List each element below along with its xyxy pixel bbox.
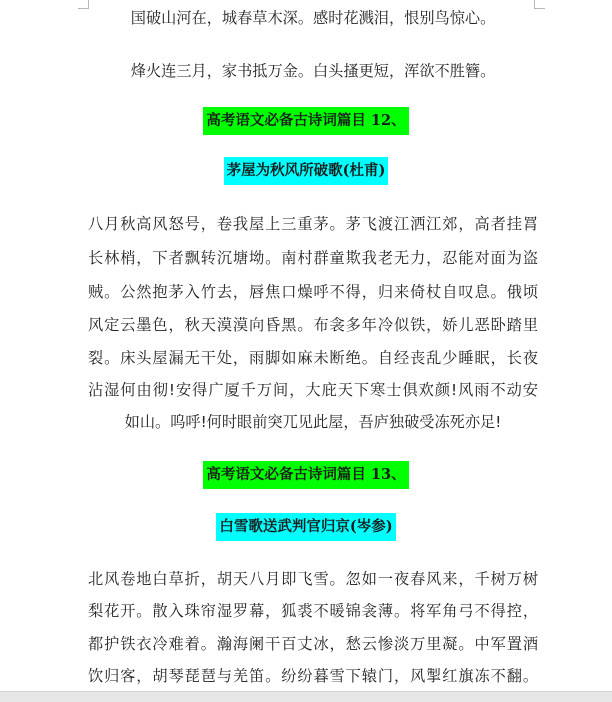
poem-line: 北风卷地白草折，胡天八月即飞雪。忽如一夜春风来，千树万树 <box>88 570 538 588</box>
section-heading-13 <box>0 461 612 489</box>
horizontal-scrollbar[interactable] <box>0 691 612 702</box>
poem-line: 沾湿何由彻!安得广厦千万间，大庇天下寒士俱欢颜!风雨不动安 <box>88 381 538 399</box>
poem-line: 长林梢，下者飘转沉塘坳。南村群童欺我老无力，忍能对面为盗 <box>88 249 538 267</box>
poem-title-baixue <box>0 513 612 541</box>
poem-line: 如山。呜呼!何时眼前突兀见此屋，吾庐独破受冻死亦足! <box>124 413 502 431</box>
poem-title-maowu <box>0 157 612 185</box>
poem-line: 裂。床头屋漏无干处，雨脚如麻未断绝。自经丧乱少睡眠，长夜 <box>88 349 538 367</box>
poem-line: 烽火连三月，家书抵万金。白头搔更短，浑欲不胜簪。 <box>130 62 496 80</box>
poem-title-baixue-text: 白雪歌送武判官归京(岑参) <box>216 513 395 541</box>
section-heading-12 <box>0 107 612 135</box>
section-heading-13-text: 高考语文必备古诗词篇目 13、 <box>203 461 408 489</box>
poem-line: 都护铁衣冷难着。瀚海阑干百丈冰，愁云惨淡万里凝。中军置酒 <box>88 635 538 653</box>
poem-line: 风定云墨色，秋天漠漠向昏黑。布衾多年冷似铁，娇儿恶卧踏里 <box>88 316 538 334</box>
poem-line: 饮归客，胡琴琵琶与羌笛。纷纷暮雪下辕门，风掣红旗冻不翻。 <box>88 667 538 685</box>
section-heading-12-text: 高考语文必备古诗词篇目 12、 <box>203 107 408 135</box>
poem-line: 贼。公然抱茅入竹去，唇焦口燥呼不得，归来倚杖自叹息。俄顷 <box>88 283 538 301</box>
poem-line: 国破山河在，城春草木深。感时花溅泪，恨别鸟惊心。 <box>130 9 496 27</box>
poem-line: 八月秋高风怒号，卷我屋上三重茅。茅飞渡江洒江郊，高者挂罥 <box>88 215 538 233</box>
poem-line: 梨花开。散入珠帘湿罗幕，狐裘不暖锦衾薄。将军角弓不得控， <box>88 602 538 620</box>
poem-title-maowu-text: 茅屋为秋风所破歌(杜甫) <box>224 157 389 185</box>
